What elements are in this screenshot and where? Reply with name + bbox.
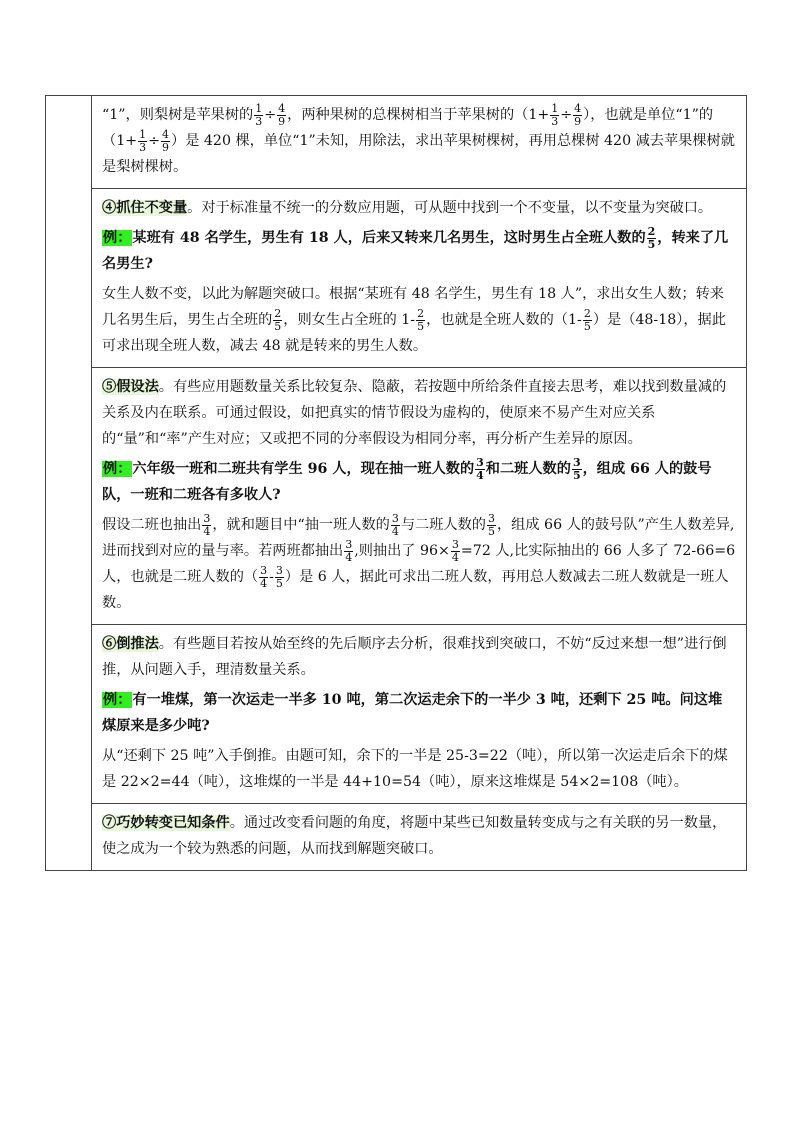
fraction: $\frac{2}{5}$ — [417, 306, 425, 333]
continuation-text: “1”，则梨树是苹果树的 $\frac{1}{3}$ ÷ $\frac{4}{9}$ ，两种果树的总棵树相当于苹果树的（1+ $\frac{1}{3}$ ÷ $\frac{4}{9}$ ），也就是单位“1”的 （1+ $\frac{1}{3}$ ÷ $\frac{4}{9}$ ）是 420 棵，单位“1”未知，用除法，求出苹果树棵树，再用总棵树 420 减去苹果棵树就是梨树棵树。 — [102, 101, 735, 175]
example-answer: 假设二班也抽出 $\frac{3}{4}$ ，就和题目中“抽一班人数的 $\frac{3}{4}$ 与二班人数的 $\frac{3}{5}$ ，组成 66 人的鼓号队”产生人数差异,进而找到对应的量与率。若两班都抽出 $\frac{3}{4}$ ,则抽出了 96× $\frac{3}{4}$ =72 人,比实际抽出的 66 人多了 72-66=6 人，也就是二班人数的（ $\frac{3}{4}$ - $\frac{3}{5}$ ）是 6 人，据此可求出二班人数，再用总人数减去二班人数就是一班人数。 — [102, 511, 736, 611]
table-row — [46, 96, 747, 189]
example-answer: 从“还剩下 25 吨”入手倒推。由题可知，余下的一半是 25-3=22（吨），所以第一次运走后余下的煤是 22×2=44（吨），这堆煤的一半是 44+10=54（吨），原来这堆煤是 54×2=108（吨）。 — [102, 748, 728, 790]
example-question: 例：某班有 48 名学生，男生有 18 人，后来又转来几名男生，这时男生占全班人数的 $\frac{2}{5}$ ，转来了几名男生? — [102, 224, 729, 272]
section-heading: ⑥倒推法 — [102, 636, 159, 652]
example-tag: 例： — [103, 461, 132, 477]
fraction: $\frac{3}{5}$ — [487, 511, 495, 538]
fraction: $\frac{3}{4}$ — [391, 511, 399, 538]
fraction: $\frac{3}{4}$ — [203, 511, 211, 538]
fraction: $\frac{1}{3}$ — [255, 101, 263, 128]
section-heading: ⑤假设法 — [102, 379, 159, 395]
table-row — [46, 625, 747, 804]
table-row — [46, 368, 747, 625]
example-question: 例：六年级一班和二班共有学生 96 人，现在抽一班人数的 $\frac{3}{4}$ 和二班人数的 $\frac{3}{5}$ ，组成 66 人的鼓号队，一班和二班各有多收人? — [102, 455, 712, 503]
left-column — [46, 96, 92, 871]
section-heading: ④抓住不变量 — [102, 200, 188, 216]
fraction: $\frac{4}{9}$ — [278, 101, 286, 128]
fraction: $\frac{3}{4}$ — [476, 455, 484, 482]
fraction: $\frac{3}{5}$ — [572, 455, 581, 482]
example-answer: 女生人数不变，以此为解题突破口。根据“某班有 48 名学生，男生有 18 人”，求出女生人数；转来几名男生后，男生占全班的 $\frac{2}{5}$ ，则女生占全班的 1- $\frac{2}{5}$ ，也就是全班人数的（1- $\frac{2}{5}$ ）是（48-18），据此可求出现全班人数，减去 48 就是转来的男生人数。 — [102, 286, 726, 354]
section-continuation — [92, 96, 747, 189]
section-reverse: ⑥倒推法。有些题目若按从始至终的先后顺序去分析，很难找到突破口，不妨“反过来想一想”进行倒推，从问题入手，理清数量关系。 例：有一堆煤，第一次运走一半多 10 吨，第二次运走余下的一半少 3 吨，还剩下 25 吨。问这堆煤原来是多少吨? 从“还剩下 25 吨”入手倒推。由题可知，余下的一半是 25-3=22（吨），所以第一次运走后余下的煤是 22×2=44（吨），这堆煤的一半是 44+10=54（吨），原来这堆煤是 54×2=108（吨）。 — [92, 625, 747, 804]
section-transform: ⑦巧妙转变已知条件。通过改变看问题的角度，将题中某些已知数量转变成与之有关联的另一数量，使之成为一个较为熟悉的问题，从而找到解题突破口。 — [92, 804, 747, 871]
example-tag: 例： — [103, 692, 132, 708]
section-invariant: ④抓住不变量。对于标准量不统一的分数应用题，可从题中找到一个不变量，以不变量为突破口。 例：某班有 48 名学生，男生有 18 人，后来又转来几名男生，这时男生占全班人数的 $\frac{2}{5}$ ，转来了几名男生? 女生人数不变，以此为解题突破口。根据“某班有 48 名学生，男生有 18 人”，求出女生人数；转来几名男生后，男生占全班的 $\frac{2}{5}$ ，则女生占全班的 1- $\frac{2}{5}$ ，也就是全班人数的（1- $\frac{2}{5}$ ）是（48-18），据此可求出现全班人数，减去 48 就是转来的男生人数。 — [92, 189, 747, 368]
fraction: $\frac{3}{4}$ — [345, 537, 353, 564]
section-heading: ⑦巧妙转变已知条件 — [102, 815, 230, 831]
fraction: $\frac{1}{3}$ — [551, 101, 559, 128]
table-row — [46, 189, 747, 368]
content-table — [45, 95, 747, 871]
example-question: 例：有一堆煤，第一次运走一半多 10 吨，第二次运走余下的一半少 3 吨，还剩下 25 吨。问这堆煤原来是多少吨? — [102, 692, 723, 734]
fraction: $\frac{4}{9}$ — [574, 101, 582, 128]
example-tag: 例： — [103, 230, 132, 246]
fraction: $\frac{3}{4}$ — [260, 563, 268, 590]
section-assumption: ⑤假设法。有些应用题数量关系比较复杂、隐蔽，若按题中所给条件直接去思考，难以找到数量减的关系及内在联系。可通过假设，如把真实的情节假设为虚构的，使原来不易产生对应关系的“量”和“率”产生对应；又或把不同的分率假设为相同分率，再分析产生差异的原因。 例：六年级一班和二班共有学生 96 人，现在抽一班人数的 $\frac{3}{4}$ 和二班人数的 $\frac{3}{5}$ ，组成 66 人的鼓号队，一班和二班各有多收人? 假设二班也抽出 $\frac{3}{4}$ ，就和题目中“抽一班人数的 $\frac{3}{4}$ 与二班人数的 $\frac{3}{5}$ ，组成 66 人的鼓号队”产生人数差异,进而找到对应的量与率。若两班都抽出 $\frac{3}{4}$ ,则抽出了 96× $\frac{3}{4}$ =72 人,比实际抽出的 66 人多了 72-66=6 人，也就是二班人数的（ $\frac{3}{4}$ - $\frac{3}{5}$ ）是 6 人，据此可求出二班人数，再用总人数减去二班人数就是一班人数。 — [92, 368, 747, 625]
fraction: $\frac{1}{3}$ — [139, 127, 147, 154]
fraction: $\frac{2}{5}$ — [274, 306, 282, 333]
fraction: $\frac{2}{5}$ — [583, 306, 591, 333]
fraction: $\frac{3}{4}$ — [451, 537, 459, 564]
fraction: $\frac{2}{5}$ — [647, 224, 656, 251]
fraction: $\frac{3}{5}$ — [275, 563, 283, 590]
table-row — [46, 804, 747, 871]
fraction: $\frac{4}{9}$ — [162, 127, 169, 154]
